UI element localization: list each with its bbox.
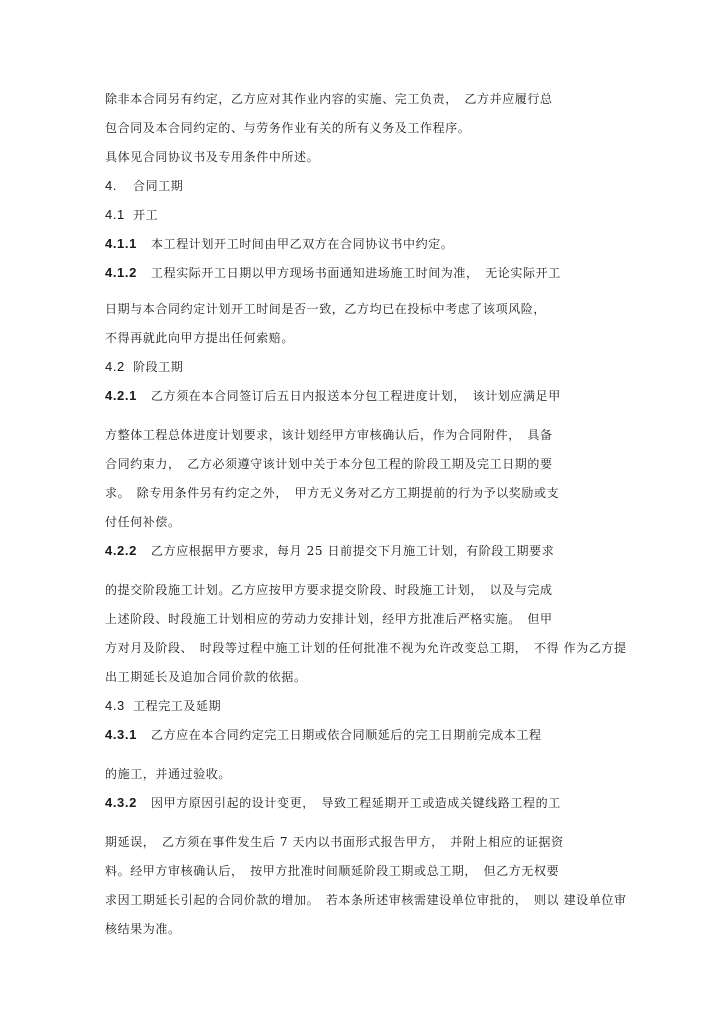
clause	[105, 543, 554, 559]
subsection-title: 工程完工及延期	[133, 699, 222, 713]
subsection-heading	[105, 698, 221, 714]
paragraph-line: 除非本合同另有约定，乙方应对其作业内容的实施、完工负责， 乙方并应履行总	[105, 92, 553, 106]
clause-continuation: 料。经甲方审核确认后， 按甲方批准时间顺延阶段工期或总工期， 但乙方无权要	[105, 864, 560, 878]
subsection-number: 4.2	[105, 359, 125, 374]
clause-text: 乙方应在本合同约定完工日期或依合同顺延后的完工日期前完成本工程	[151, 728, 542, 742]
subsection-title: 开工	[133, 208, 159, 222]
clause-continuation: 期延误， 乙方须在事件发生后 7 天内以书面形式报告甲方， 并附上相应的证据资	[105, 835, 564, 849]
clause	[105, 795, 561, 811]
clause-continuation: 的提交阶段施工计划。乙方应按甲方要求提交阶段、时段施工计划， 以及与完成	[105, 583, 553, 597]
clause-continuation: 核结果为准。	[105, 922, 181, 936]
clause-text: 工程实际开工日期以甲方现场书面通知进场施工时间为准， 无论实际开工	[151, 266, 561, 280]
clause-number: 4.1.1	[105, 236, 137, 251]
clause-text: 因甲方原因引起的设计变更， 导致工程延期开工或造成关键线路工程的工	[151, 796, 561, 810]
clause-text: 本工程计划开工时间由甲乙双方在合同协议书中约定。	[151, 237, 454, 251]
clause-continuation: 方对月及阶段、 时段等过程中施工计划的任何批准不视为允许改变总工期， 不得 作为乙方提	[105, 641, 627, 655]
clause-continuation: 求。 除专用条件另有约定之外， 甲方无义务对乙方工期提前的行为予以奖励或支	[105, 486, 560, 500]
clause-text: 乙方应根据甲方要求，每月 25 日前提交下月施工计划，有阶段工期要求	[151, 544, 555, 558]
paragraph-line: 包合同及本合同约定的、与劳务作业有关的所有义务及工作程序。	[105, 121, 471, 135]
clause	[105, 265, 561, 281]
clause-continuation: 求因工期延长引起的合同价款的增加。 若本条所述审核需建设单位审批的， 则以 建设单位审	[105, 893, 627, 907]
clause-continuation: 方整体工程总体进度计划要求，该计划经甲方审核确认后，作为合同附件， 具备	[105, 428, 553, 442]
clause-continuation: 出工期延长及追加合同价款的依据。	[105, 670, 307, 684]
subsection-number: 4.1	[105, 207, 125, 222]
clause-continuation: 上述阶段、时段施工计划相应的劳动力安排计划，经甲方批准后严格实施。 但甲	[105, 612, 553, 626]
section-heading	[105, 178, 183, 194]
clause-continuation: 日期与本合同约定计划开工时间是否一致，乙方均已在投标中考虑了该项风险，	[105, 302, 547, 316]
clause-continuation: 付任何补偿。	[105, 515, 181, 529]
clause	[105, 727, 542, 743]
clause-continuation: 合同约束力， 乙方必须遵守该计划中关于本分包工程的阶段工期及完工日期的要	[105, 457, 553, 471]
clause-continuation: 不得再就此向甲方提出任何索赔。	[105, 331, 295, 345]
clause-text: 乙方须在本合同签订后五日内报送本分包工程进度计划， 该计划应满足甲	[151, 389, 561, 403]
subsection-heading	[105, 359, 183, 375]
clause-number: 4.3.1	[105, 727, 137, 742]
clause-number: 4.2.2	[105, 543, 137, 558]
subsection-heading	[105, 207, 158, 223]
clause-number: 4.1.2	[105, 265, 137, 280]
clause	[105, 388, 561, 404]
section-number: 4.	[105, 178, 118, 193]
clause-number: 4.2.1	[105, 388, 137, 403]
section-title: 合同工期	[133, 179, 184, 193]
subsection-title: 阶段工期	[133, 360, 184, 374]
clause	[105, 236, 453, 252]
clause-continuation: 的施工，并通过验收。	[105, 767, 232, 781]
subsection-number: 4.3	[105, 698, 125, 713]
clause-number: 4.3.2	[105, 795, 137, 810]
paragraph-line: 具体见合同协议书及专用条件中所述。	[105, 150, 320, 164]
